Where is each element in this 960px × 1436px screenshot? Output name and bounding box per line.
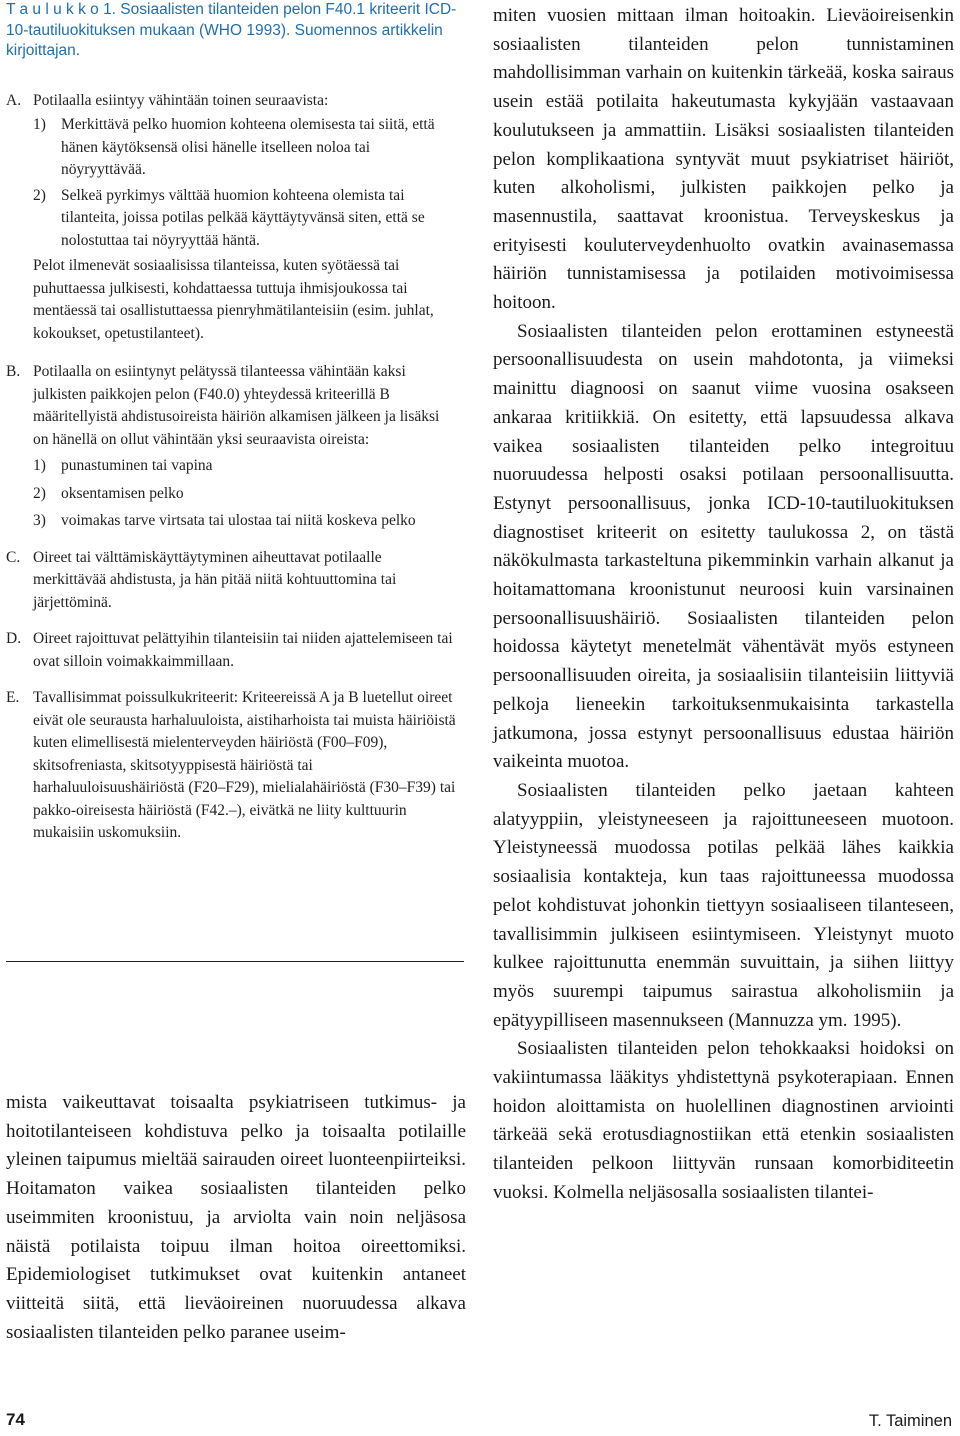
list-item: [33, 510, 458, 533]
left-body: [6, 1089, 466, 1347]
right-body: [493, 2, 954, 1208]
item-text: Selkeä pyrkimys välttää huomion kohteena olemista tai tilanteita, joissa potilas pelkää käyttäytyvänsä siten, että se nolostuttaa tai nöyryyttää häntä.: [61, 186, 425, 249]
paragraph: mista vaikeuttavat toisaalta psykiatriseen tutkimus- ja hoitotilanteiseen kohdistuva pelko ja toisaalta potilaille yleinen taipumus mieltää sairauden oireet luonteenpiirteiksi. Hoitamaton vaikea sosiaalisten tilanteiden pelko useimmiten kroonistuu, ja arviolta vain noin neljäsosa näistä potilaista toipuu ilman hoitoa oireettomiksi. Epidemiologiset tutkimukset ovat kuitenkin antaneet viitteitä siitä, että lieväoireinen nuoruudessa alkava sosiaalisten tilanteiden pelko paranee useim-: [6, 1092, 466, 1343]
item-number: 1): [33, 116, 46, 133]
criterion-letter: C.: [6, 548, 21, 566]
criterion-e: [6, 687, 458, 845]
item-number: 2): [33, 186, 46, 204]
author-name: T. Taiminen: [868, 1412, 952, 1430]
item-number: 1): [33, 457, 46, 474]
table-caption: T a u l u k k o 1. Sosiaalisten tilanteiden pelon F40.1 kriteerit ICD-10-tautiluokituksen mukaan (WHO 1993). Suomennos artikkelin kirjoittajan.: [6, 1, 457, 59]
criteria-list: [6, 90, 466, 845]
criterion-letter: D.: [6, 630, 22, 647]
list-item: [33, 185, 458, 253]
criterion-b: [6, 361, 458, 451]
criterion-text: Tavallisimmat poissulkukriteerit: Kriteereissä A ja B luetellut oireet eivät ole seurausta harhaluuloista, aistiharhoista tai muista häiriöistä kuten elimellisestä mielenterveyden häiriöstä (F00–F09), skitsofreniasta, skitsotyyppisestä häiriöstä tai harhaluuloisuushäiriöstä (F20–F29), mielialahäiriöstä (F30–F39) tai pakko-oireisesta häiriöstä (F42.–), eivätkä ne liity kulttuurin mukaisiin uskomuksiin.: [33, 689, 456, 841]
criterion-b-items: [33, 455, 458, 533]
criterion-text: Potilaalla esiintyy vähintään toinen seuraavista:: [33, 91, 329, 109]
criterion-text: Oireet rajoittuvat pelättyihin tilanteisiin tai niiden ajattelemiseen tai ovat silloin voimakkaimmillaan.: [33, 630, 453, 670]
criterion-c: [6, 547, 458, 615]
criterion-a-note: Pelot ilmenevät sosiaalisissa tilanteissa, kuten syötäessä tai puhuttaessa julkisesti, kohdattaessa tuttuja ihmisjoukossa tai mentäessä tai osallistuttaessa pienryhmätilanteisiin (esim. juhlat, kokoukset, opetustilanteet).: [33, 257, 434, 342]
paragraph: Sosiaalisten tilanteiden pelon tehokkaaksi hoidoksi on vakiintumassa lääkitys yhdistettynä psykoterapiaan. Ennen hoidon aloittamista on huolellinen diagnostinen arviointi tärkeää sekä erotusdiagnostiikan että etenkin sosiaalisten tilanteiden pelkoon liittyvän runsaan komorbiditeetin vuoksi. Kolmella neljäsosalla sosiaalisten tilantei-: [493, 1038, 954, 1203]
item-number: 3): [33, 512, 46, 529]
paragraph: Sosiaalisten tilanteiden pelon erottaminen estyneestä persoonallisuudesta on usein mahdotonta, ja viimeksi mainittu diagnoosi on saanut viime vuosina osakseen ankaraa kritiikkiä. On esitetty, että lapsuudessa alkava vaikea sosiaalisten tilanteiden pelko integroituu nuoruudessa helposti osaksi potilaan persoonallisuutta. Estynyt persoonallisuus, jonka ICD-10-tautiluokituksen diagnostiset kriteerit on esitetty taulukossa 2, on tästä näkökulmasta tarkasteltuna pikemminkin varhain alkanut ja hoitamattomana kroonistunut neuroosi kuin varsinainen persoonallisuushäiriö. Sosiaalisten tilanteiden pelon hoidossa käytetyt menetelmät vähentävät myös estyneen persoonallisuuden oireita, ja sosiaalisiin tilanteisiin liittyviä pelkoja lieneekin tarkoituksenmukaisinta tarkastella jatkumona, jossa estynyt persoonallisuus edustaa häiriön vaikeinta muotoa.: [493, 320, 954, 773]
list-item: [33, 483, 458, 506]
item-text: voimakas tarve virtsata tai ulostaa tai niitä koskeva pelko: [61, 512, 416, 529]
criterion-d: [6, 628, 458, 673]
criterion-a: [6, 90, 458, 113]
paragraph: Sosiaalisten tilanteiden pelko jaetaan kahteen alatyyppiin, yleistyneeseen ja rajoittuneeseen muotoon. Yleistyneessä muodossa potilas pelkää lähes kaikkia sosiaalisia kontakteja, kun taas rajoittuneessa muodossa pelot kohdistuvat johonkin tiettyyn sosiaaliseen tilanteseen, tavallisimmin julkiseen esiintymiseen. Yleistynyt muoto kulkee rajoittunutta enemmän suvuittain, ja siihen liittyy myös suurempi taipumus sairastua alkoholismiin ja epätyypilliseen masennukseen (Mannuzza ym. 1995).: [493, 779, 954, 1031]
page-number: 74: [6, 1410, 25, 1429]
item-text: punastuminen tai vapina: [61, 457, 213, 474]
criterion-text: Oireet tai välttämiskäyttäytyminen aiheuttavat potilaalle merkittävää ahdistusta, ja hän pitää niitä kohtuuttomina tai järjettöminä.: [33, 548, 397, 611]
list-item: [33, 114, 458, 182]
table-1: [6, 0, 466, 845]
table-bottom-rule: [6, 961, 464, 962]
paragraph: miten vuosien mittaan ilman hoitoakin. Lieväoireisenkin sosiaalisten tilanteiden pelon tunnistaminen mahdollisimman varhain on kuitenkin tärkeää, koska sairaus usein estää potilaita hakeutumasta kykyjään vastaavaan koulutukseen ja ammattiin. Lisäksi sosiaalisten tilanteiden pelon komplikaationa syntyvät muut psykiatriset häiriöt, kuten alkoholismi, julkisten paikkojen pelko ja masennustila, saattavat kroonistua. Terveyskeskus ja erityisesti kouluterveydenhuolto ovatkin avainasemassa häiriön tunnistamisessa ja potilaiden motivoimisessa hoitoon.: [493, 5, 954, 314]
list-item: [33, 455, 458, 478]
criterion-letter: A.: [6, 91, 22, 109]
item-text: Merkittävä pelko huomion kohteena olemisesta tai siitä, että hänen käytöksensä olisi hänelle itselleen noloa tai nöyryyttävää.: [61, 116, 435, 178]
criterion-text: Potilaalla on esiintynyt pelätyssä tilanteessa vähintään kaksi julkisten paikkojen pelon (F40.0) yhteydessä kriteerillä B määritellyistä ahdistusoireista häiriön alkamisen jälkeen ja lisäksi on hänellä on ollut vähintään yksi seuraavista oireista:: [33, 363, 440, 448]
criterion-letter: E.: [6, 689, 20, 706]
item-text: oksentamisen pelko: [61, 484, 184, 502]
item-number: 2): [33, 484, 46, 502]
criterion-letter: B.: [6, 363, 21, 380]
criterion-a-items: [33, 114, 458, 345]
